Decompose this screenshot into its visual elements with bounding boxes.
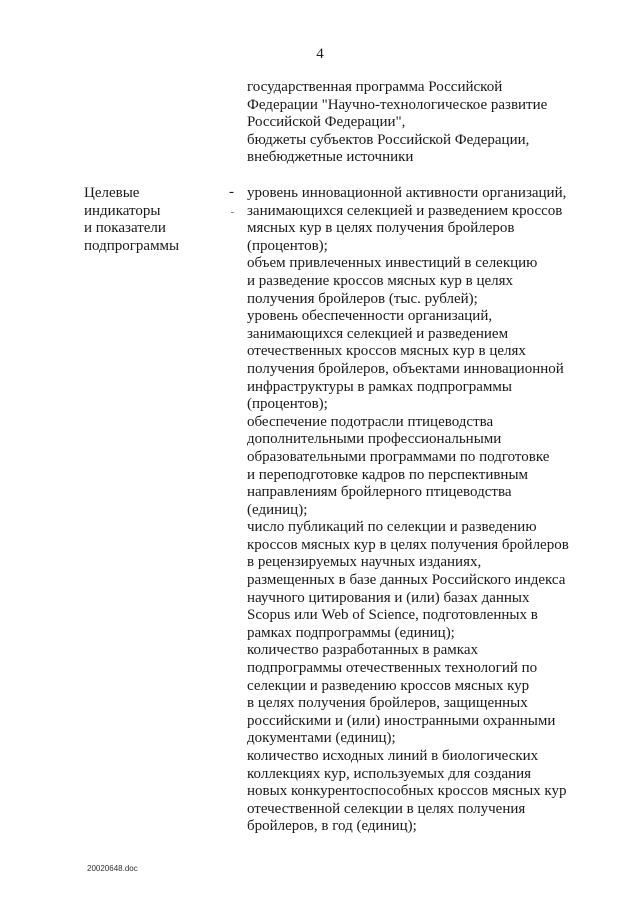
indicator-line: документами (единиц); <box>247 730 396 747</box>
funding-line: бюджеты субъектов Российской Федерации, <box>247 131 530 148</box>
indicator-line: отечественной селекции в целях получения <box>247 800 526 817</box>
indicator-line: селекции и разведению кроссов мясных кур <box>247 677 530 694</box>
indicator-line: в целях получения бройлеров, защищенных <box>247 695 528 712</box>
section-label-line: индикаторы <box>84 202 161 219</box>
indicator-line: рамках подпрограммы (единиц); <box>247 624 455 641</box>
indicator-line: (процентов); <box>247 237 328 254</box>
indicator-line: дополнительными профессиональными <box>247 431 502 448</box>
section-label-line: подпрограммы <box>84 237 180 254</box>
scan-mark <box>231 212 234 213</box>
indicator-line: занимающихся селекцией и разведением кроссов <box>247 202 563 219</box>
indicator-line: научного цитирования и (или) базах данных <box>247 589 530 606</box>
indicator-line: размещенных в базе данных Российского индекса <box>247 572 566 589</box>
section-label-line: и показатели <box>84 220 166 237</box>
indicator-line: кроссов мясных кур в целях получения бройлеров <box>247 536 569 553</box>
indicator-line: уровень обеспеченности организаций, <box>247 308 493 325</box>
indicator-line: бройлеров, в год (единиц); <box>247 818 417 835</box>
indicator-line: инфраструктуры в рамках подпрограммы <box>247 378 512 395</box>
indicator-line: и переподготовке кадров по перспективным <box>247 466 529 483</box>
indicator-line: (процентов); <box>247 396 328 413</box>
indicator-line: получения бройлеров (тыс. рублей); <box>247 290 478 307</box>
indicator-line: образовательными программами по подготовке <box>247 448 550 465</box>
funding-line: Федерации "Научно-технологическое развитие <box>247 96 548 113</box>
indicator-line: (единиц); <box>247 501 308 518</box>
indicator-line: российскими и (или) иностранными охранными <box>247 712 556 729</box>
indicator-line: мясных кур в целях получения бройлеров <box>247 220 515 237</box>
indicator-line: получения бройлеров, объектами инновационной <box>247 360 564 377</box>
indicator-line: число публикаций по селекции и разведению <box>247 519 537 536</box>
funding-line: внебюджетные источники <box>247 149 414 166</box>
dash-separator: - <box>229 184 234 200</box>
funding-line: Российской Федерации", <box>247 114 406 131</box>
indicator-line: и разведение кроссов мясных кур в целях <box>247 272 514 289</box>
indicator-line: уровень инновационной активности организаций, <box>247 185 567 201</box>
indicator-line: направлениям бройлерного птицеводства <box>247 484 512 501</box>
indicator-line: коллекциях кур, используемых для создания <box>247 765 532 782</box>
indicators-list <box>247 185 587 836</box>
indicator-line: в рецензируемых научных изданиях, <box>247 554 482 571</box>
funding-line: государственная программа Российской <box>247 79 503 95</box>
indicator-line: объем привлеченных инвестиций в селекцию <box>247 255 538 272</box>
indicator-line: отечественных кроссов мясных кур в целях <box>247 343 526 360</box>
indicator-line: Scopus или Web of Science, подготовленных в <box>247 607 538 624</box>
page-number: 4 <box>316 46 324 62</box>
funding-sources <box>247 79 587 167</box>
footer-filename: 20020648.doc <box>87 864 138 873</box>
indicator-line: количество разработанных в рамках <box>247 642 479 659</box>
indicator-line: занимающихся селекцией и разведением <box>247 325 509 342</box>
section-label-line: Целевые <box>84 185 140 201</box>
indicator-line: новых конкурентоспособных кроссов мясных кур <box>247 783 567 800</box>
indicator-line: количество исходных линий в биологических <box>247 748 539 764</box>
section-label <box>84 185 234 255</box>
indicator-line: обеспечение подотрасли птицеводства <box>247 413 494 430</box>
indicator-line: подпрограммы отечественных технологий по <box>247 660 538 677</box>
